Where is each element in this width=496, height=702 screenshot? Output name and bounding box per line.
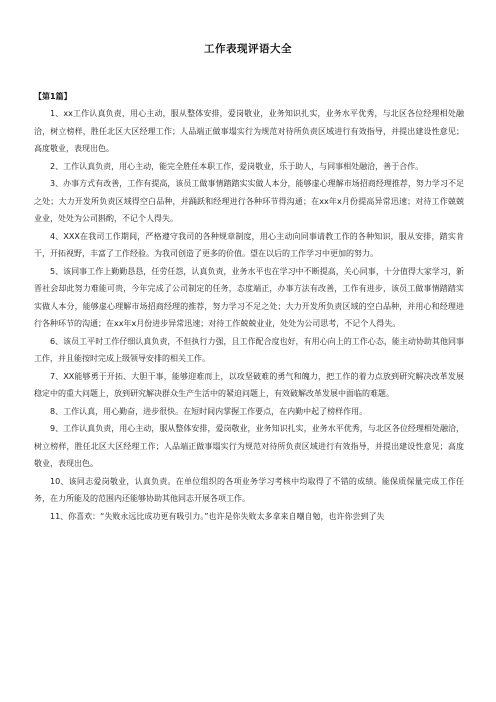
paragraph: 5、该同事工作上勤勤恳恳，任劳任怨，认真负责，业务水平也在学习中不断提高，关心同事，十分值得大家学习，新晋社会却此努力难能可贵，今年完成了公司制定的任务，态度端正，办事方法有改善，工作有进步，该员工做事情踏踏实实做人本分，能够虚心理解市场招商经理的推荐，努力学习不足之处；大力开发所负责区域的空白品种，并用心和经理进行各种环节的沟通；在xx年x月份进步异常迅速；对待工作兢兢业业，处处为公司思考，不记个人得失。 <box>34 266 464 328</box>
paragraph: 11、你喜欢：“失败永远比成功更有吸引力。”也许是你失败太多拿来自嘲自勉，也许你尝到了失 <box>50 511 385 521</box>
page-title: 工作表现评语大全 <box>204 43 292 55</box>
paragraph: 6、该员工平时工作仔细认真负责，不但执行力强，且工作配合度也好，有用心向上的工作心态，能主动协助其他同事工作，并且能按时完成上级领导安排的相关工作。 <box>34 336 464 363</box>
paragraph: 4、XXX在我司工作期间，严格遵守我司的各种规章制度，用心主动向同事请教工作的各种知识，服从安排，踏实肯干，开拓视野，丰富了工作经验。为我司创造了更多的价值。望在以后的工作学习中更加的努力。 <box>34 231 464 258</box>
paragraph: 7、XX能够勇于开拓、大胆干事，能够迎难而上，以攻坚破难的勇气和魄力，把工作的着力点放到研究解决改革发展稳定中的重大问题上，放到研究解决群众生产生活中的紧迫问题上，有效破解改革发展中面临的难题。 <box>34 371 464 398</box>
paragraph: 10、该同志爱岗敬业，认真负责。在单位组织的各项业务学习考核中均取得了不错的成绩。能保质保量完成工作任务，在力所能及的范围内还能够协助其他同志开展各项工作。 <box>34 476 464 503</box>
paragraph: 9、工作认真负责，用心主动，服从整体安排，爱岗敬业，业务知识扎实，业务水平优秀，与北区各位经理相处融洽，树立榜样，胜任北区大区经理工作；人品端正做事塌实行为规范对待所负责区域进行有效指导，并提出建设性意见；高度敬业，表现出色。 <box>34 424 464 468</box>
paragraph: 3、办事方式有改善，工作有提高，该员工做事情踏踏实实做人本分，能够虚心理解市场招商经理推荐，努力学习不足之处；大力开发所负责区域得空白品种，并踊跃和经理进行各种环节得沟通；在xx年x月份提高异常迅速；对待工作兢兢业业，处处为公司斟酌，不记个人得失。 <box>34 179 464 223</box>
document-body <box>34 105 464 525</box>
section-label: 【第1篇】 <box>34 92 72 101</box>
paragraph: 1、xx工作认真负责，用心主动，服从整体安排，爱岗敬业，业务知识扎实，业务水平优秀，与北区各位经理相处融洽，树立榜样，胜任北区大区经理工作；人品端正做事塌实行为规范对待所负责区域进行有效指导，并提出建设性意见；高度敬业，表现出色。 <box>34 109 464 153</box>
paragraph: 2、工作认真负责，用心主动，能完全胜任本职工作，爱岗敬业，乐于助人，与同事相处融洽，善于合作。 <box>50 161 424 171</box>
paragraph: 8、工作认真，用心勤奋，进步很快。在短时间内掌握工作要点，在内勤中起了榜样作用。 <box>50 406 368 416</box>
